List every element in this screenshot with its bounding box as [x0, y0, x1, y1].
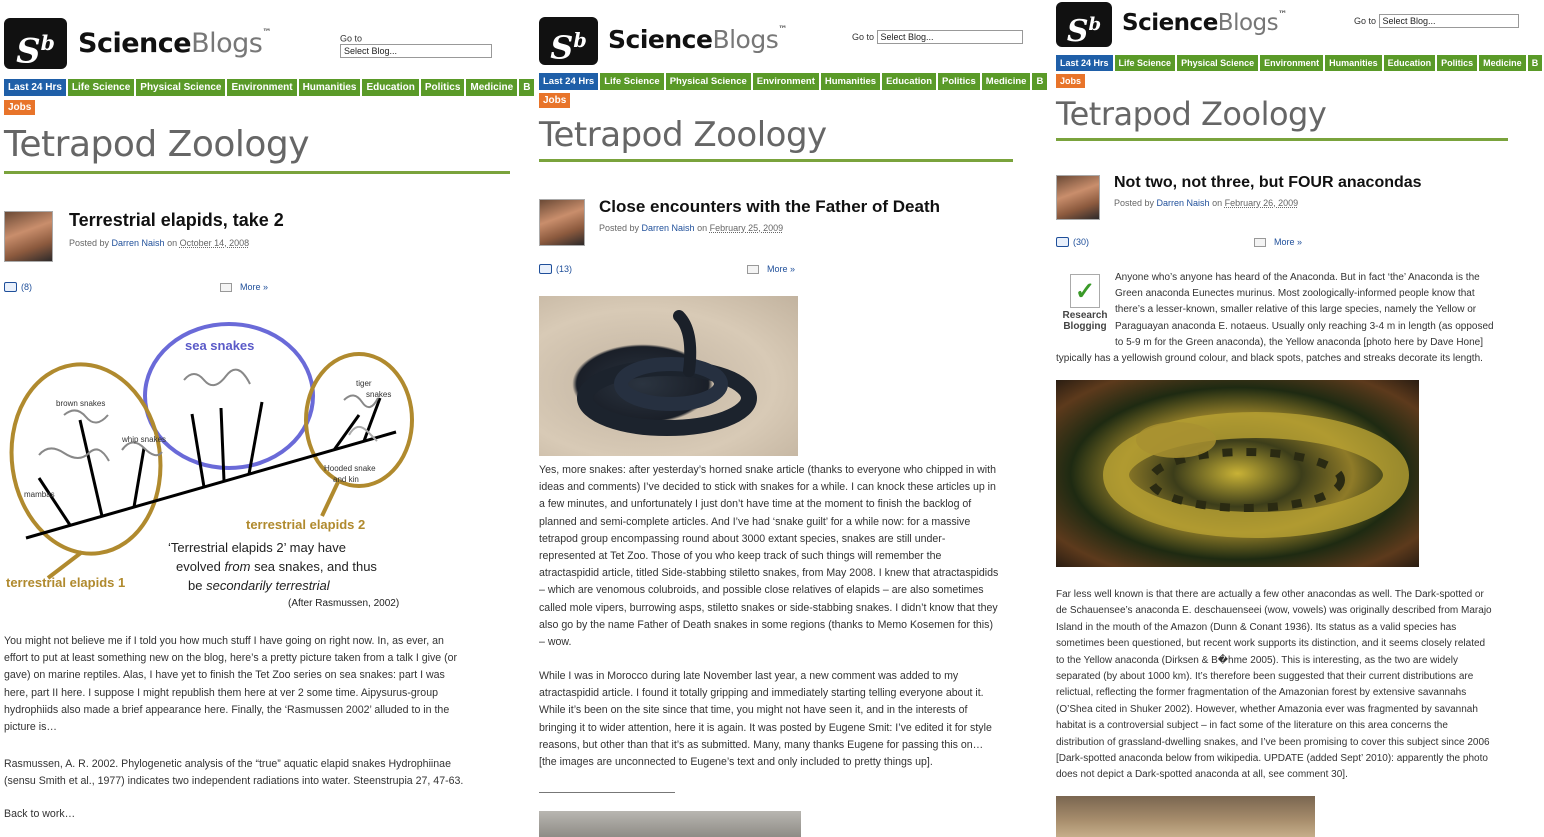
- dark-spotted-anaconda-photo: [1056, 796, 1315, 837]
- comments-link[interactable]: (8): [4, 282, 32, 292]
- label-hooded-2: and kin: [333, 475, 359, 484]
- more-link[interactable]: More »: [220, 282, 268, 292]
- label-mambas: mambas: [24, 490, 55, 499]
- nav-medicine[interactable]: Medicine: [982, 73, 1033, 90]
- nav-environment[interactable]: Environment: [753, 73, 821, 90]
- nav-jobs[interactable]: Jobs: [4, 100, 35, 115]
- post-date: October 14, 2008: [179, 238, 250, 248]
- sb-logo-icon[interactable]: $S^b$: [1056, 2, 1112, 47]
- comments-link[interactable]: (30): [1056, 237, 1089, 247]
- post-byline: Posted by Darren Naish on February 25, 2009: [599, 223, 784, 233]
- nav-more[interactable]: B: [519, 79, 536, 96]
- yellow-anaconda-photo: [1056, 380, 1419, 567]
- nav-last-24-hrs[interactable]: Last 24 Hrs: [1056, 55, 1115, 71]
- panel-father-of-death: [539, 0, 1044, 837]
- section-divider: [539, 792, 675, 793]
- email-icon: [220, 283, 232, 292]
- nav-environment[interactable]: Environment: [1260, 55, 1325, 71]
- sb-logo-icon[interactable]: $S^b$: [4, 18, 67, 69]
- site-header: [539, 0, 1025, 70]
- next-photo: [539, 811, 801, 837]
- author-link[interactable]: Darren Naish: [1156, 198, 1210, 208]
- anaconda-image: [1056, 380, 1419, 567]
- goto-blog: Go to Select Blog...: [852, 30, 1023, 44]
- post-title[interactable]: Not two, not three, but FOUR anacondas: [1114, 174, 1422, 191]
- label-whip-snakes: whip snakes: [122, 435, 167, 444]
- blog-title[interactable]: Tetrapod Zoology: [4, 124, 310, 165]
- panel-four-anacondas: [1056, 0, 1539, 837]
- author-link[interactable]: Darren Naish: [641, 223, 695, 233]
- label-tiger-snakes-2: snakes: [366, 390, 392, 399]
- nav-physical-science[interactable]: Physical Science: [136, 79, 227, 96]
- blog-title[interactable]: Tetrapod Zoology: [1056, 95, 1327, 133]
- nav-life-science[interactable]: Life Science: [600, 73, 665, 90]
- reference: Rasmussen, A. R. 2002. Phylogenetic analysis of the “true” aquatic elapid snakes Hydrophiinae (sensu Smith et al., 1977) indicates two independent radiations into water. Steenstrupia 27, 47-63.: [4, 758, 464, 787]
- diagram-credit: (After Rasmussen, 2002): [288, 598, 400, 609]
- title-rule: [539, 159, 1013, 162]
- site-header: [4, 0, 514, 70]
- branch: [221, 408, 224, 481]
- sb-logo-icon[interactable]: $S^b$: [539, 17, 598, 65]
- branch: [364, 398, 380, 441]
- comment-icon: [539, 264, 552, 274]
- nav-politics[interactable]: Politics: [938, 73, 982, 90]
- nav-humanities[interactable]: Humanities: [299, 79, 363, 96]
- label-terrestrial-2: terrestrial elapids 2: [246, 517, 366, 532]
- blog-title[interactable]: Tetrapod Zoology: [539, 115, 827, 155]
- post-body: You might not believe me if I told you how much stuff I have going on right now. In, as ever, an effort to put at least something new on the blog, here’s a pretty picture taken from a talk I give (or gave) on marine reptiles. Alas, I have yet to finish the Tet Zoo series on sea snakes: part I was here, part II here. I suppose I might republish them here at ver 2 some time. Aipysurus-group hydrophiids also made a brief appearance here. Finally, the ‘Rasmussen 2002’ alluded to in the picture is…: [4, 635, 458, 734]
- nav-humanities[interactable]: Humanities: [1325, 55, 1384, 71]
- post-date: February 25, 2009: [709, 223, 784, 233]
- post-body: Yes, more snakes: after yesterday’s horned snake article (thanks to everyone who chipped in with ideas and comments) I’ve decided to stick with snakes for a while. I can knock these articles up in a few minutes, and unfortunately I just don’t have time at the moment to finish the backlog of planned and semi-complete articles. And I’ve had ‘snake guilt’ for a while now: for a massive tetrapod group encompassing round about 3000 extant species, snakes are still under- represented at Tet Zoo. Those of you who keep track of such things will remember the atractaspidid article, titled Side-stabbing stiletto snakes, from May 2008. I knew that atractaspidids – which are venomous colubroids, and possible close relatives of elapids – are also sometimes called mole vipers, burrowing asps, stiletto snakes or side-stabbing snakes. I didn’t know that they also go by the name Father of Death snakes in some regions (thanks to Memo Kosemen for this) – wow.: [539, 464, 999, 649]
- site-wordmark[interactable]: ScienceBlogs™: [78, 28, 271, 59]
- label-brown-snakes: brown snakes: [56, 399, 106, 408]
- nav-medicine[interactable]: Medicine: [1479, 55, 1528, 71]
- select-blog-dropdown[interactable]: Select Blog...: [877, 30, 1023, 44]
- label-terrestrial-1: terrestrial elapids 1: [6, 575, 126, 590]
- label-sea-snakes: sea snakes: [185, 338, 255, 353]
- snake-sketch: [64, 410, 108, 422]
- snake-sketch: [184, 370, 250, 386]
- post-title[interactable]: Terrestrial elapids, take 2: [69, 210, 284, 230]
- author-avatar[interactable]: [4, 211, 53, 262]
- goto-blog: Go to Select Blog...: [340, 33, 514, 58]
- email-icon: [747, 265, 759, 274]
- nav-jobs[interactable]: Jobs: [539, 93, 570, 108]
- clade-pointer: [322, 480, 339, 516]
- title-rule: [4, 171, 510, 174]
- nav-jobs[interactable]: Jobs: [1056, 74, 1085, 88]
- category-nav: [4, 79, 531, 96]
- author-link[interactable]: Darren Naish: [111, 238, 165, 248]
- more-link[interactable]: More »: [747, 264, 795, 274]
- intro-text-last: typically has a yellowish ground colour, and black spots, patches and streaks decorate its length.: [1056, 353, 1483, 364]
- nav-education[interactable]: Education: [882, 73, 938, 90]
- branch: [80, 420, 102, 516]
- elapid-phylogeny-diagram: [4, 320, 414, 615]
- site-wordmark[interactable]: ScienceBlogs™: [608, 25, 787, 54]
- post-body: Far less well known is that there are actually a few other anacondas as well. The Dark-spotted or de Schauensee’s anaconda E. deschauenseei (wow, vowels) was originally described from Marajo Island in the mouth of the Amazon (Dunn & Conant 1936). Its status as a valid species has sometimes been questioned, but recent work supports its distinction, and it seems closely related to the Yellow anaconda (Dirksen & B�hme 2005). This is interesting, as the two are widely separated (by about 1000 km). It’s therefore been suggested that their current distributions are relictual, reflecting the former fragmentation of the Amazonian forest by extensive savannahs (O’Shea cited in Shuker 2002). However, whether Amazonia ever was fragmented by savannah habitat is a controversial subject – in fact some of the literature on this area concerns the distribution of grassland-dwelling snakes, and I’ve been promising to cover this subject since 2006 [Dark-spotted anaconda below from wikipedia. UPDATE (added Sept’ 2010): apparently the photo does not depict a Dark-spotted anaconda at all, see comment 30].: [1056, 589, 1492, 781]
- nav-physical-science[interactable]: Physical Science: [666, 73, 753, 90]
- site-wordmark[interactable]: ScienceBlogs™: [1122, 10, 1287, 36]
- nav-humanities[interactable]: Humanities: [821, 73, 882, 90]
- label-tiger-snakes: tiger: [356, 379, 372, 388]
- nav-politics[interactable]: Politics: [1437, 55, 1479, 71]
- panel-terrestrial-elapids: [4, 0, 531, 837]
- goto-blog: Go to Select Blog...: [1354, 14, 1519, 28]
- quote-line-3: be secondarily terrestrial: [188, 578, 330, 593]
- comments-link[interactable]: (13): [539, 264, 572, 274]
- select-blog-dropdown[interactable]: Select Blog...: [1379, 14, 1519, 28]
- post-byline: Posted by Darren Naish on February 26, 2009: [1114, 198, 1299, 208]
- nav-life-science[interactable]: Life Science: [1115, 55, 1178, 71]
- comment-icon: [1056, 237, 1069, 247]
- select-blog-dropdown[interactable]: Select Blog...: [340, 44, 492, 58]
- email-icon: [1254, 238, 1266, 247]
- more-link[interactable]: More »: [1254, 237, 1302, 247]
- coiled-snake-image: [539, 296, 798, 456]
- category-nav: [539, 73, 1044, 90]
- nav-education[interactable]: Education: [362, 79, 420, 96]
- label-hooded: Hooded snake: [324, 464, 376, 473]
- nav-physical-science[interactable]: Physical Science: [1177, 55, 1260, 71]
- nav-medicine[interactable]: Medicine: [466, 79, 519, 96]
- quote-line-2: evolved from sea snakes, and thus: [176, 559, 377, 574]
- category-nav: [1056, 55, 1539, 71]
- checkmark-icon: ✓: [1070, 274, 1100, 308]
- nav-last-24-hrs[interactable]: Last 24 Hrs: [4, 79, 68, 96]
- branch: [134, 448, 144, 507]
- branch: [192, 414, 204, 487]
- post-byline: Posted by Darren Naish on October 14, 2008: [69, 238, 250, 248]
- author-avatar[interactable]: [1056, 175, 1100, 220]
- intro-text: Anyone who’s anyone has heard of the Anaconda. But in fact ‘the’ Anaconda is the Green anaconda Eunectes murinus. Most zoologically-informed people know that there’s a lesser-known, smaller relative of this large species, namely the Yellow or Paraguayan anaconda E. notaeus. Usually only reaching 3-4 m in length (as opposed to 5-9 m for the Green anaconda), the Yellow anaconda [photo here by Dave Hone]: [1115, 272, 1494, 348]
- quote-line-1: ‘Terrestrial elapids 2’ may have: [168, 540, 346, 555]
- snake-sketch: [39, 448, 109, 461]
- research-blogging-badge[interactable]: ✓ Research Blogging: [1058, 274, 1112, 332]
- author-avatar[interactable]: [539, 199, 585, 246]
- nav-education[interactable]: Education: [1384, 55, 1438, 71]
- nav-more[interactable]: B: [1528, 55, 1544, 71]
- nav-environment[interactable]: Environment: [227, 79, 298, 96]
- post-date: February 26, 2009: [1224, 198, 1299, 208]
- branch: [39, 478, 70, 525]
- nav-more[interactable]: B: [1032, 73, 1049, 90]
- nav-politics[interactable]: Politics: [421, 79, 467, 96]
- nav-last-24-hrs[interactable]: Last 24 Hrs: [539, 73, 600, 90]
- post-title[interactable]: Close encounters with the Father of Death: [599, 197, 940, 216]
- back-to-work: Back to work…: [4, 808, 76, 820]
- snake-photo: [539, 296, 798, 456]
- comment-icon: [4, 282, 17, 292]
- title-rule: [1056, 138, 1508, 141]
- post-body-2: While I was in Morocco during late November last year, a new comment was added to my atractaspidid article. I found it totally gripping and immediately starting telling everyone about it. While it’s been on the site since that time, you might not have seen it, and in the interests of bringing it to wider attention, here it is again. It was posted by Eugene Smit: I’ve edited it for style reasons, but other than that it’s as submitted. Many, many thanks Eugene for passing this on… [the images are unconnected to Eugene’s text and only included to pretty things up].: [539, 670, 992, 769]
- nav-life-science[interactable]: Life Science: [68, 79, 136, 96]
